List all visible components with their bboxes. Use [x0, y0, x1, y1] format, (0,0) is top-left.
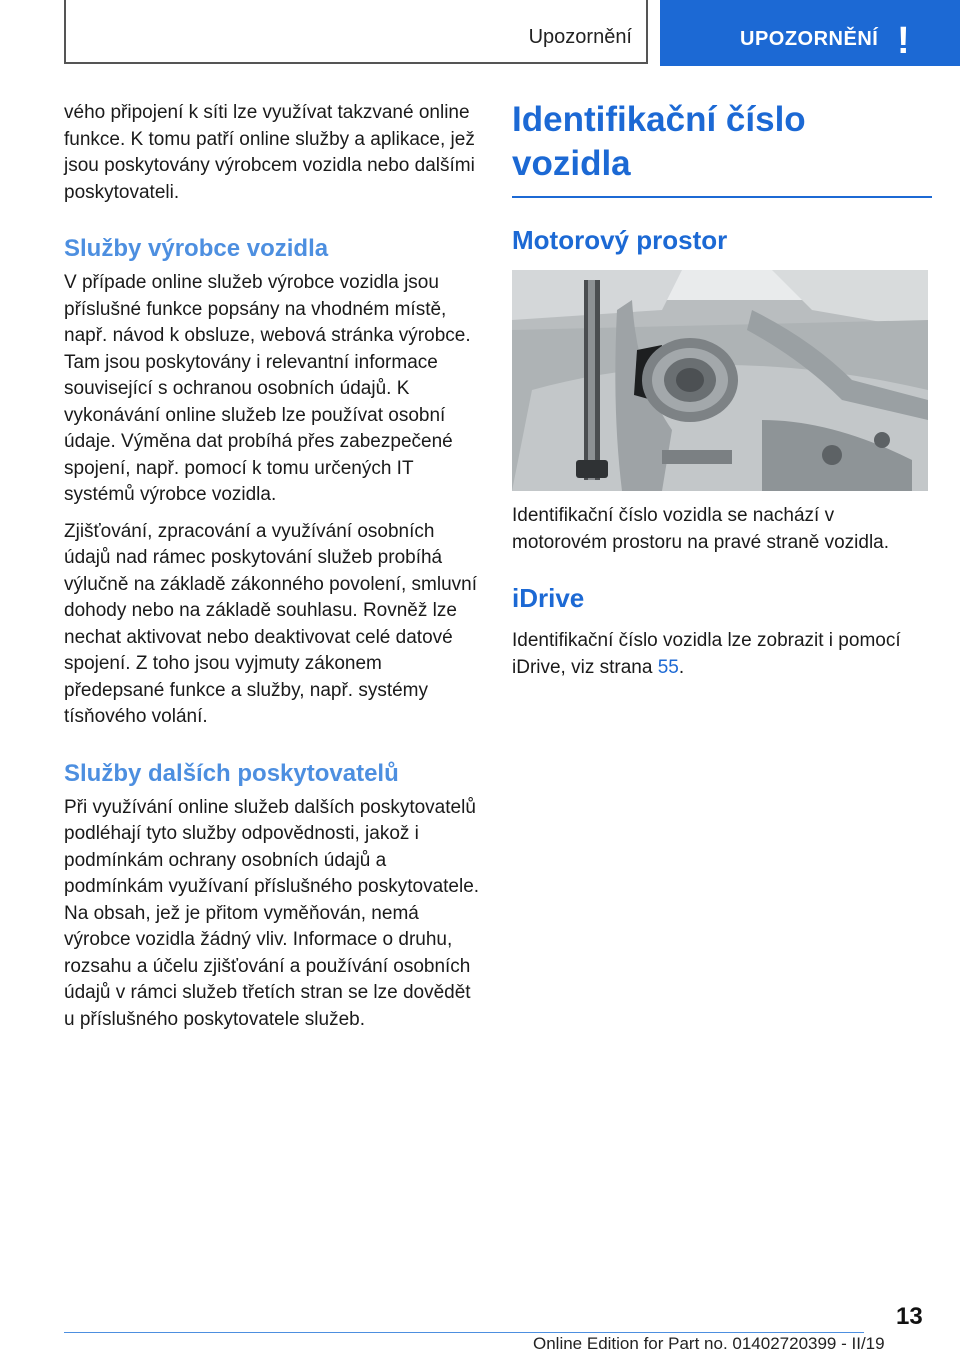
idrive-text: Identifikační číslo vozidla lze zobrazit i pomocí iDrive, viz strana — [512, 630, 901, 678]
header-section-title: Upozornění — [528, 26, 632, 48]
page-title: Identifikační číslo vozidla — [512, 100, 806, 183]
left-column — [64, 100, 482, 1033]
warning-icon: ! — [897, 20, 910, 62]
manufacturer-services-heading: Služby výrobce vozidla — [64, 235, 329, 262]
page-number: 13 — [896, 1303, 923, 1330]
engine-compartment-photo — [512, 270, 928, 491]
manufacturer-paragraph-2: Zjišťování, zpracování a využívání osobních údajů nad rámec poskytování služeb probíhá výlučně na základě zákonného povolení, smluvní dohody nebo na základě souhlasu. Rovněž lze nechat aktivovat nebo deaktivovat celé datové spojení. Z toho jsou vyjmuty zákonem předepsané funkce a služby, např. systémy tísňového volání. — [64, 520, 477, 727]
engine-compartment-heading: Motorový prostor — [512, 225, 728, 255]
manufacturer-paragraph-1: V případe online služeb výrobce vozidla jsou příslušné funkce popsány na vhodném místě, např. návod k obsluze, webová stránka výrobce. Tam jsou poskytovány i relevantní informace související s ochranou osobních údajů. K vykonávání online služeb lze používat osobní údaje. Výměna dat probíhá přes zabezpečené spojení, např. pomocí k tomu určených IT systémů výrobce vozidla. — [64, 272, 471, 505]
idrive-text-end: . — [678, 656, 685, 678]
idrive-paragraph — [512, 628, 932, 681]
header-chapter-title: UPOZORNĚNÍ — [740, 28, 879, 50]
intro-paragraph: vého připojení k síti lze využívat takzvané online funkce. K tomu patří online služby a aplikace, jež jsou poskytovány výrobcem vozidla nebo dalšími poskytovateli. — [64, 102, 475, 203]
third-party-services-heading: Služby dalších poskytovatelů — [64, 759, 399, 787]
idrive-heading: iDrive — [512, 583, 585, 613]
footer-divider — [64, 1332, 864, 1333]
title-divider — [512, 196, 932, 198]
page-link-55[interactable]: 55 — [657, 656, 679, 678]
engine-compartment-paragraph: Identifikační číslo vozidla se nachází v motorovém prostoru na pravé straně vozidla. — [512, 505, 890, 553]
right-column — [512, 100, 932, 681]
footer-edition: Online Edition for Part no. 01402720399 - II/19 — [533, 1334, 885, 1353]
third-party-paragraph: Při využívání online služeb dalších poskytovatelů podléhají tyto služby odpovědnosti, jakož i podmínkám ochrany osobních údajů a podmínkám využívaní příslušného poskytovatele. Na obsah, jež je přitom vyměňován, nemá výrobce vozidla žádný vliv. Informace o druhu, rozsahu a účelu zjišťování a používání osobních údajů v rámci služeb třetích stran se lze dovědět u příslušného poskytovatele služeb. — [64, 796, 480, 1030]
